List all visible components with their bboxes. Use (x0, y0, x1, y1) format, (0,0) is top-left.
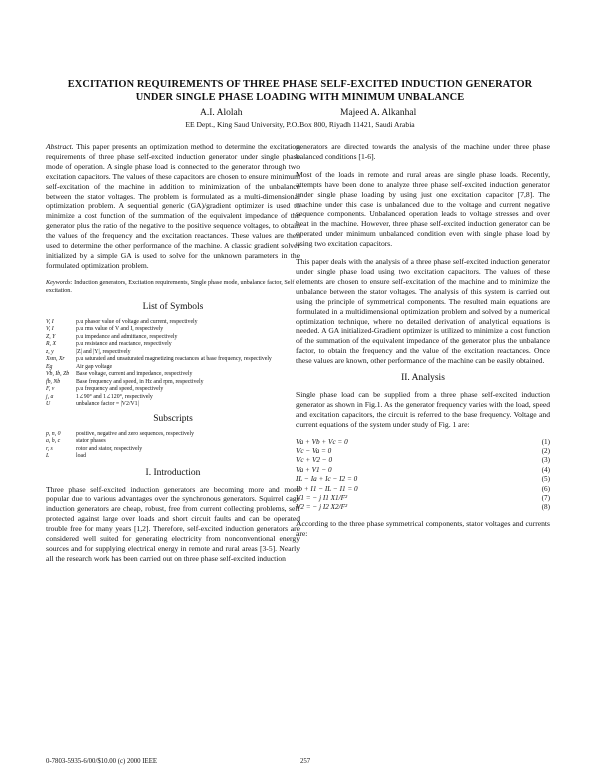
symbol-row (46, 334, 300, 342)
subscript-description: rotor and stator, respectively (76, 445, 143, 452)
symbol-description: Air gap voltage (76, 363, 113, 370)
abstract-label: Abstract. (46, 142, 74, 151)
subscript-description: load (76, 453, 86, 460)
introduction-heading: I. Introduction (145, 467, 201, 478)
symbol-description: 1∠90° and 1∠120°, respectively (76, 393, 153, 400)
symbol-description: Base frequency and speed, in Hz and rpm, respectively (76, 378, 204, 385)
subscripts-list (46, 431, 300, 461)
right-column (296, 142, 550, 547)
equation (296, 447, 550, 456)
subscript-description: stator phases (76, 438, 106, 445)
symbol-symbol: U (46, 401, 51, 408)
author-2: Majeed A. Alkanhal (340, 108, 417, 118)
symbol-symbol: R, X (46, 341, 56, 348)
symbol-symbol: z, y (46, 348, 54, 355)
symbol-symbol: Z, Y (46, 333, 56, 340)
equation (296, 494, 550, 503)
equation (296, 475, 550, 484)
intro-paragraph-3: This paper deals with the analysis of a three phase self-excited induction generator under single phase load using two excitation capacitors. The values of these elements are chosen to ensure self-excitation of the machine and to minimize the unbalance between the stator voltages. The analysis of this system is carried out using the principle of symmetrical components. The resulted main equations are formulated in a multidimensional optimization problem and solved by a numerical optimization technique, where no detailed derivation of analytical equations is needed. A GA initialized-Gradient optimizer is utilized to minimize a cost function of the summation of the equivalent impedance of the generator plus the unbalance factor, to obtain the frequency and the value of the excitation reactances. Once these values are known, other performance of the machine can be easily obtained. (296, 257, 550, 366)
symbol-description: p.u frequency and speed, respectively (76, 386, 164, 393)
symbol-description: p.u resistance and reactance, respectively (76, 341, 172, 348)
equation-expression: IL − Ia + Ic − I2 = 0 (296, 475, 358, 484)
authors (0, 108, 600, 120)
analysis-paragraph-2: According to the three phase symmetrical components, stator voltages and currents are: (296, 518, 550, 538)
symbol-row (46, 364, 300, 372)
subscript-row (46, 446, 300, 454)
left-column (46, 142, 300, 572)
symbol-description: |Z| and |Y|, respectively (76, 348, 131, 355)
equation-number: (5) (541, 475, 550, 484)
symbol-symbol: j, a (46, 393, 54, 400)
copyright-line: 0-7803-5935-6/00/$10.00 (c) 2000 IEEE (46, 758, 157, 765)
subscript-symbol: a, b, c (46, 438, 61, 445)
intro-paragraph-1: Three phase self-excited induction generators are becoming more and more popular due to various advantages over the synchronous generators. Squirrel cage induction generators are cheap, robust, free from current collecting problems, self protected against large over loads and short circuit faults and can be operated trouble free for many years [1,2]. Therefore, self-excited induction generators are considered well suited for generating electricity from nonconventional energy sources and for supplying electrical energy in remote and rural areas [3-5]. Nearly all the research work has been carried out on three phase self-excited induction (46, 484, 300, 563)
symbols-list (46, 319, 300, 409)
subscript-row (46, 453, 300, 461)
symbol-description: p.u rms value of V and I, respectively (76, 326, 164, 333)
equation-expression: Ib + I1 − IL − I1 = 0 (296, 484, 358, 493)
symbol-symbol: Eg (46, 363, 53, 370)
paper-title: EXCITATION REQUIREMENTS OF THREE PHASE SELF-EXCITED INDUCTION GENERATOR UNDER SINGLE PHASE LOADING WITH MINIMUM UNBALANCE (67, 79, 533, 103)
abstract (46, 142, 300, 271)
symbol-symbol: fb, Nb (46, 378, 61, 385)
keywords (46, 279, 300, 295)
symbol-row (46, 341, 300, 349)
symbol-description: unbalance factor = |V2/V1| (76, 401, 139, 408)
equation-expression: V1 = − j I1 X1/F² (296, 494, 348, 502)
equation-number: (6) (541, 484, 550, 493)
symbol-description: Base voltage, current and impedance, respectively (76, 371, 193, 378)
equation-expression: Va + V1 − 0 (296, 465, 332, 474)
subscript-symbol: L (46, 453, 50, 460)
equation-number: (1) (541, 437, 550, 446)
symbol-symbol: Vb, Ib, Zb (46, 371, 70, 378)
equation-number: (4) (541, 465, 550, 474)
symbol-row (46, 356, 300, 364)
keywords-label: Keywords: (46, 278, 73, 286)
keywords-text: Induction generators, Excitation requirements, Single phase mode, unbalance factor, Self excitation. (46, 278, 295, 294)
subscript-symbol: p, n, 0 (46, 430, 61, 437)
symbol-symbol: Xsm, Xr (46, 356, 65, 363)
equation-expression: V2 = − j I2 X2/F² (296, 503, 348, 512)
author-1: A.I. Alolah (200, 108, 243, 118)
equations (296, 438, 550, 513)
page-number: 257 (300, 758, 311, 765)
analysis-paragraph-1: Single phase load can be supplied from a three phase self-excited induction generator as shown in Fig.1. As the generator frequency varies with the load, speed and excitation capacitors, the circuit is referred to the base frequency. Voltage and current equations of the system under study of Fig. 1 are: (296, 389, 550, 429)
symbol-symbol: F, v (46, 386, 55, 393)
equation-number: (2) (541, 446, 550, 455)
symbol-description: p.u phasor value of voltage and current, respectively (76, 318, 198, 325)
symbol-description: p.u saturated and unsaturated magnetizing reactances at base frequency, respectively (76, 356, 272, 363)
subscripts-heading: Subscripts (153, 413, 193, 424)
subscript-description: positive, negative and zero sequences, respectively (76, 430, 194, 437)
symbol-row (46, 401, 300, 409)
equation-number: (7) (541, 494, 550, 502)
subscript-symbol: r, s (46, 445, 53, 452)
equation-expression: Vc − Va = 0 (296, 446, 332, 455)
analysis-heading: II. Analysis (401, 373, 445, 384)
equation (296, 485, 550, 494)
symbol-row (46, 386, 300, 394)
symbol-symbol: V, I (46, 326, 54, 333)
abstract-text: This paper presents an optimization method to determine the excitation requirements of three phase self-excited induction generator under single phase mode of operation. A single phase load is connected to the generator through two excitation capacitors. The values of these capacitors are chosen to ensure minimum self-excitation of the machine in addition to minimization of the unbalance between the stator voltages. The problem is formulated as a multi-dimensional optimization problem. A sequential generic (GA)/gradient optimizer is used to minimize a cost function of the summation of the equivalent impedance of the generator plus the ratio of the negative to the positive sequence voltages, to obtain the values of the frequency and the excitation reactances. These values are then used to determine the other performance of the machine. A classic gradient solver initialized by a simple GA is used to solve for the unknown parameters in the formulated optimization problem. (46, 142, 300, 270)
equation-expression: Va + Vb + Vc = 0 (296, 437, 348, 446)
affiliation: EE Dept., King Saud University, P.O.Box 800, Riyadh 11421, Saudi Arabia (185, 120, 415, 129)
equation-expression: Vc + V2 − 0 (296, 456, 333, 465)
equation (296, 438, 550, 447)
equation (296, 503, 550, 512)
symbol-symbol: V, I (46, 318, 54, 325)
equation-number: (8) (541, 503, 550, 512)
equation-number: (3) (541, 456, 550, 465)
symbol-row (46, 371, 300, 379)
symbol-description: p.u impedance and admittance, respectively (76, 333, 178, 340)
symbol-row (46, 326, 300, 334)
symbols-heading: List of Symbols (142, 301, 204, 312)
equation (296, 456, 550, 465)
equation (296, 466, 550, 475)
intro-paragraph-1-cont: generators are directed towards the analysis of the machine under three phase balanced conditions [1-6]. (296, 142, 550, 161)
subscript-row (46, 438, 300, 446)
subscript-row (46, 431, 300, 439)
intro-paragraph-2: Most of the loads in remote and rural areas are single phase loads. Recently, attempts have been done to analyze three phase self-excited induction generator under single phase loading by using just one excitation capacitor [7,8]. The machine under this case is unbalanced due to the voltage and current negative sequence components. Unbalanced operation leads to voltage stresses and over heat in the machine. However, three phase self-excited induction generator can be operated under minimum unbalanced condition even with single phase load by using two excitation capacitors. (296, 169, 550, 249)
